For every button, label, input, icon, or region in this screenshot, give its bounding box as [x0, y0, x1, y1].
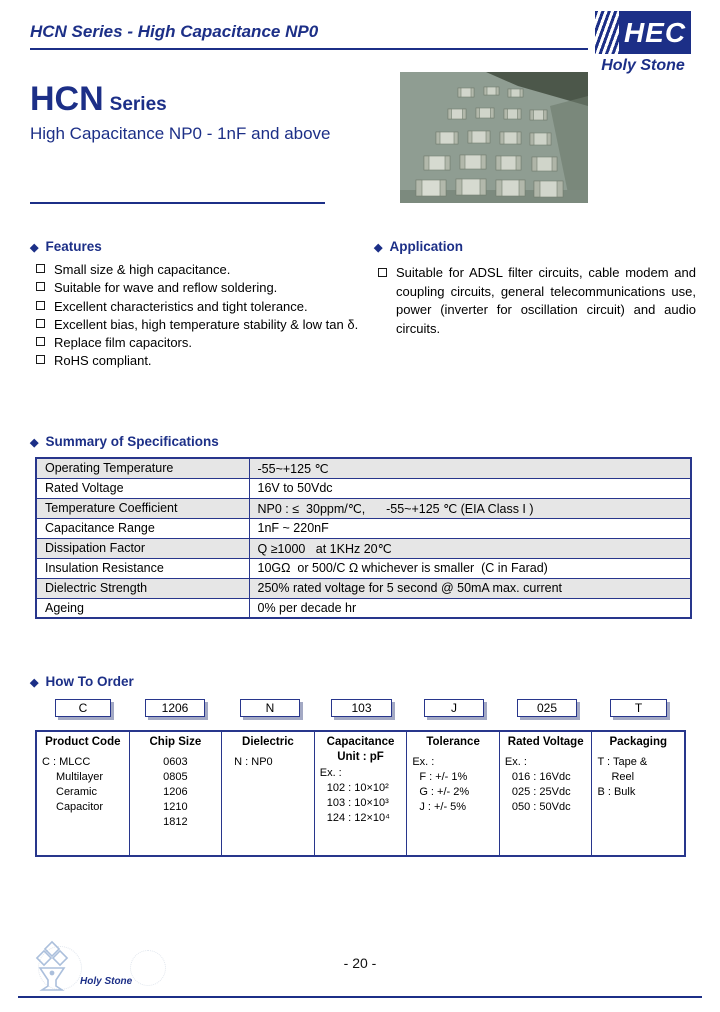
list-item [34, 300, 364, 314]
order-code-box: J [424, 699, 484, 717]
column-line: B : Bulk [597, 785, 636, 798]
features-list [34, 263, 364, 373]
spec-label: Temperature Coefficient [36, 498, 249, 518]
order-column-dielectric [222, 732, 315, 855]
column-line: Ex. : [504, 755, 527, 768]
footer-brand-name: Holy Stone [80, 976, 133, 987]
spec-value: 250% rated voltage for 5 second @ 50mA max. current [249, 578, 691, 598]
spec-value: -55~+125 ℃ [249, 458, 691, 478]
order-code-box: N [240, 699, 300, 717]
order-code-box: 1206 [145, 699, 205, 717]
column-line: 016 : 16Vdc [511, 770, 571, 783]
checkbox-bullet-icon [36, 319, 45, 328]
specifications-heading [30, 434, 219, 449]
column-header: Capacitance [326, 736, 395, 748]
application-text: Suitable for ADSL filter circuits, cable modem and coupling circuits, general telecommunications use, power (inverter for oscillation circuit) and audio circuits. [396, 265, 696, 336]
feature-text: Suitable for wave and reflow soldering. [54, 280, 278, 296]
specifications-table [35, 457, 692, 619]
feature-text: Small size & high capacitance. [54, 262, 231, 277]
list-item [34, 318, 364, 332]
column-line: Capacitor [56, 800, 104, 813]
column-header: Dielectric [242, 736, 294, 748]
order-code-box: 103 [331, 699, 392, 717]
checkbox-bullet-icon [36, 355, 45, 364]
column-header: Product Code [45, 736, 121, 748]
spec-label: Dielectric Strength [36, 578, 249, 598]
application-paragraph [376, 264, 696, 338]
title-divider [30, 202, 325, 204]
order-column-packaging [592, 732, 684, 855]
table-row [36, 558, 691, 578]
spec-value: NP0 : ≤ 30ppm/℃, -55~+125 ℃ (EIA Class I ) [249, 498, 691, 518]
logo-text: HEC [623, 17, 687, 48]
feature-text: Excellent characteristics and tight tolerance. [54, 298, 308, 314]
checkbox-bullet-icon [36, 264, 45, 273]
checkbox-bullet-icon [36, 301, 45, 310]
column-line: 102 : 10×10² [326, 782, 389, 794]
series-subtitle: High Capacitance NP0 - 1nF and above [30, 124, 331, 143]
diamond-icon: ◆ [30, 437, 39, 449]
column-line: Reel [611, 770, 635, 783]
feature-text: Replace film capacitors. [54, 335, 192, 351]
checkbox-bullet-icon [36, 282, 45, 291]
column-line: Ex. : [412, 755, 435, 768]
column-line: 1812 [163, 815, 188, 828]
column-line: 1210 [163, 800, 188, 813]
column-header: Chip Size [149, 736, 202, 748]
table-row [36, 578, 691, 598]
column-line: 0603 [163, 755, 188, 768]
diamond-icon: ◆ [374, 242, 383, 254]
spec-label: Insulation Resistance [36, 558, 249, 578]
spec-value: Q ≥1000 at 1KHz 20℃ [249, 538, 691, 558]
column-header: Rated Voltage [507, 736, 584, 748]
spec-label: Ageing [36, 598, 249, 618]
list-item [34, 336, 364, 350]
table-row [36, 478, 691, 498]
how-to-order-heading-label: How To Order [45, 674, 134, 689]
list-item [34, 263, 364, 277]
column-subheader: Unit : pF [337, 750, 384, 763]
application-heading-label: Application [389, 239, 463, 254]
table-row [36, 538, 691, 558]
order-column-rated-voltage [500, 732, 593, 855]
feature-text: Excellent bias, high temperature stability & low tan δ. [54, 316, 359, 332]
checkbox-bullet-icon [378, 268, 387, 277]
table-row [36, 518, 691, 538]
table-row [36, 598, 691, 618]
series-code: HCN [30, 80, 104, 118]
order-code-box: 025 [517, 699, 577, 717]
spec-value: 0% per decade hr [249, 598, 691, 618]
spec-label: Capacitance Range [36, 518, 249, 538]
checkbox-bullet-icon [36, 337, 45, 346]
features-heading [30, 239, 102, 254]
column-line: C : MLCC [42, 755, 91, 768]
column-line: Ceramic [56, 785, 97, 798]
specifications-heading-label: Summary of Specifications [45, 434, 219, 449]
column-line: 124 : 12×10⁴ [326, 812, 390, 824]
order-column-capacitance [315, 732, 408, 855]
hec-logo [595, 11, 691, 54]
list-item [34, 281, 364, 295]
table-row [36, 458, 691, 478]
order-column-product-code [37, 732, 130, 855]
column-line: T : Tape & [597, 755, 648, 768]
footer-divider [18, 996, 702, 998]
column-header: Tolerance [426, 736, 480, 748]
column-line: G : +/- 2% [419, 785, 470, 798]
table-row [36, 498, 691, 518]
column-line: 050 : 50Vdc [511, 800, 571, 813]
spec-label: Operating Temperature [36, 458, 249, 478]
spec-label: Dissipation Factor [36, 538, 249, 558]
column-line: 1206 [163, 785, 188, 798]
features-heading-label: Features [45, 239, 102, 254]
series-word: Series [109, 94, 167, 115]
spec-value: 10GΩ or 500/C Ω whichever is smaller (C in Farad) [249, 558, 691, 578]
column-line: F : +/- 1% [419, 770, 468, 783]
brand-name: Holy Stone [601, 57, 685, 74]
page-header-title: HCN Series - High Capacitance NP0 [30, 22, 319, 41]
spec-value: 16V to 50Vdc [249, 478, 691, 498]
column-line: 025 : 25Vdc [511, 785, 571, 798]
list-item [34, 354, 364, 368]
page-number: - 20 - [343, 955, 377, 971]
order-code-box: C [55, 699, 111, 717]
product-photo [400, 72, 588, 203]
order-code-box: T [610, 699, 667, 717]
column-line: 0805 [163, 770, 188, 783]
application-heading [374, 239, 463, 254]
order-column-tolerance [407, 732, 500, 855]
order-code-table [35, 730, 686, 857]
logo-stripes-icon [595, 11, 619, 54]
feature-text: RoHS compliant. [54, 353, 152, 369]
series-title [30, 82, 167, 122]
column-line: J : +/- 5% [419, 800, 467, 813]
capacitor-chips-image [400, 72, 588, 203]
column-line: 103 : 10×10³ [326, 797, 389, 809]
column-line: Multilayer [56, 770, 104, 783]
order-column-chip-size [130, 732, 223, 855]
spec-value: 1nF ~ 220nF [249, 518, 691, 538]
diamond-icon: ◆ [30, 677, 39, 689]
how-to-order-heading [30, 674, 134, 689]
header-divider [30, 48, 588, 50]
column-header: Packaging [609, 736, 668, 748]
column-line: N : NP0 [234, 755, 273, 768]
spec-label: Rated Voltage [36, 478, 249, 498]
diamond-icon: ◆ [30, 242, 39, 254]
column-line: Ex. : [319, 767, 342, 779]
